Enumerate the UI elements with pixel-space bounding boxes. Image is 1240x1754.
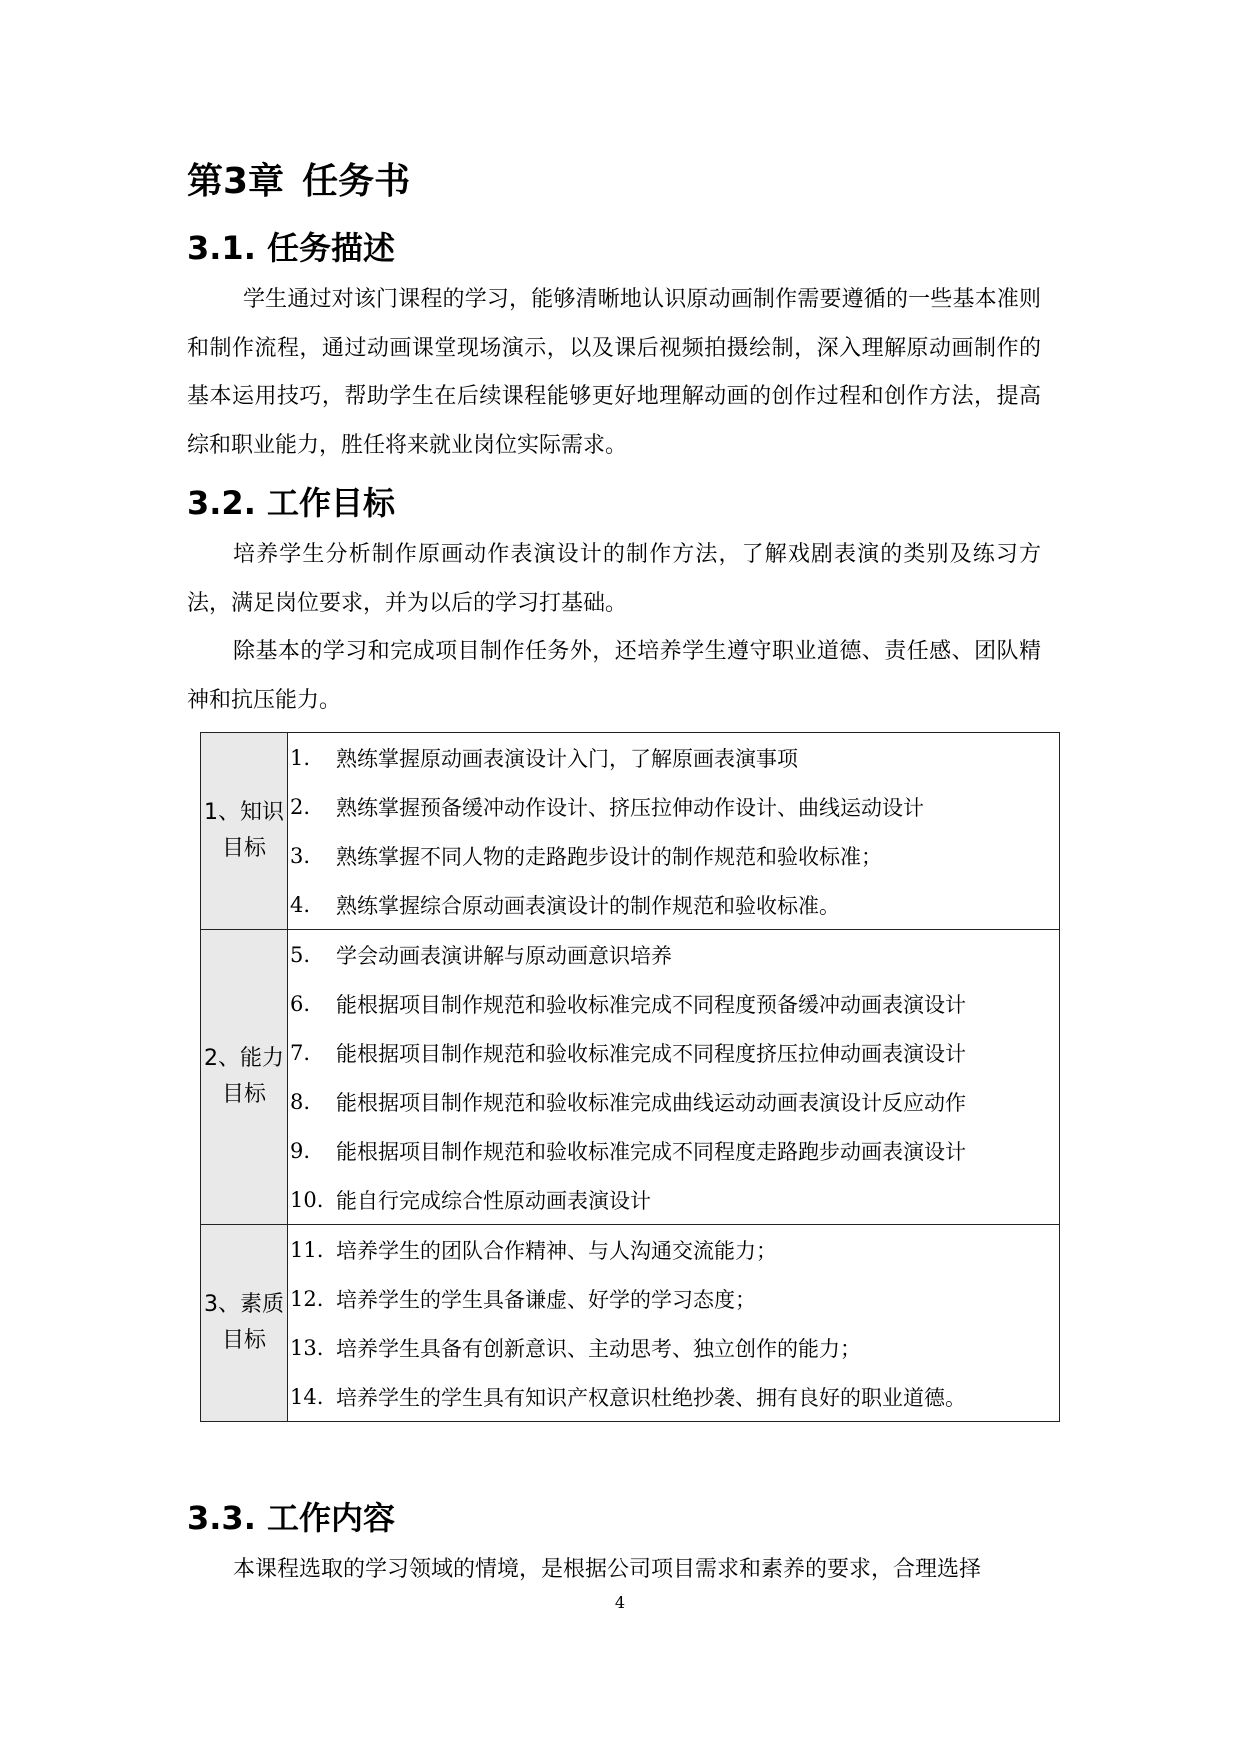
goals-row-knowledge <box>201 733 1060 930</box>
goal-item-text: 能自行完成综合性原动画表演设计 <box>336 1188 651 1213</box>
paragraph-goals-2: 除基本的学习和完成项目制作任务外，还培养学生遵守职业道德、责任感、团队精神和抗压能力。 <box>187 639 1041 713</box>
goal-item-text: 熟练掌握不同人物的走路跑步设计的制作规范和验收标准； <box>336 844 882 869</box>
goal-item <box>288 979 1059 1028</box>
goal-item <box>288 831 1059 880</box>
goal-item-text: 培养学生的学生具备谦虚、好学的学习态度； <box>336 1287 756 1312</box>
goals-row-ability <box>201 930 1060 1225</box>
paragraph-task-description: 学生通过对该门课程的学习，能够清晰地认识原动画制作需要遵循的一些基本准则和制作流程，通过动画课堂现场演示，以及课后视频拍摄绘制，深入理解原动画制作的基本运用技巧，帮助学生在后续课程能够更好地理解动画的创作过程和创作方法，提高综和职业能力，胜任将来就业岗位实际需求。 <box>187 287 1041 458</box>
goal-item-text: 培养学生具备有创新意识、主动思考、独立创作的能力； <box>336 1336 861 1361</box>
goal-item-number: 13. <box>290 1335 324 1360</box>
goal-item <box>288 1028 1059 1077</box>
goal-item-text: 能根据项目制作规范和验收标准完成不同程度走路跑步动画表演设计 <box>336 1139 966 1164</box>
goal-item-number: 3. <box>290 843 311 868</box>
chapter-title <box>187 158 410 206</box>
goal-category-ability: 2、能力目标 <box>201 930 288 1225</box>
goal-items-ability <box>288 930 1060 1225</box>
goal-item <box>288 1274 1059 1323</box>
goal-item <box>288 1323 1059 1372</box>
goal-item <box>288 880 1059 929</box>
goal-item <box>288 1225 1059 1274</box>
goal-item-number: 8. <box>290 1089 311 1114</box>
goal-item-number: 4. <box>290 892 311 917</box>
paragraph-goals-1: 培养学生分析制作原画动作表演设计的制作方法，了解戏剧表演的类别及练习方法，满足岗位要求，并为以后的学习打基础。 <box>187 542 1041 616</box>
goal-item-text: 能根据项目制作规范和验收标准完成不同程度预备缓冲动画表演设计 <box>336 992 966 1017</box>
goal-item-number: 14. <box>290 1384 324 1409</box>
goal-item-number: 11. <box>290 1237 324 1262</box>
goal-item-text: 熟练掌握综合原动画表演设计的制作规范和验收标准。 <box>336 893 840 918</box>
goal-item-number: 5. <box>290 942 311 967</box>
goal-items-knowledge <box>288 733 1060 930</box>
goal-item-text: 能根据项目制作规范和验收标准完成不同程度挤压拉伸动画表演设计 <box>336 1041 966 1066</box>
goal-items-quality <box>288 1225 1060 1422</box>
goal-item-number: 9. <box>290 1138 311 1163</box>
goal-item <box>288 1175 1059 1224</box>
goal-item <box>288 733 1059 782</box>
goal-item-text: 学会动画表演讲解与原动画意识培养 <box>336 943 672 968</box>
goal-item-text: 熟练掌握原动画表演设计入门，了解原画表演事项 <box>336 746 798 771</box>
goal-item-number: 10. <box>290 1187 324 1212</box>
goal-item <box>288 1372 1059 1421</box>
goal-item-number: 6. <box>290 991 311 1016</box>
goal-item-text: 培养学生的学生具有知识产权意识杜绝抄袭、拥有良好的职业道德。 <box>336 1385 966 1410</box>
goal-item <box>288 1077 1059 1126</box>
goal-item <box>288 930 1059 979</box>
goal-item-number: 12. <box>290 1286 324 1311</box>
page-number: 4 <box>614 1593 626 1612</box>
chapter-name: 任务书 <box>302 161 411 202</box>
section-heading-work-goals: 3.2. 工作目标 <box>187 484 395 522</box>
goal-item-text: 培养学生的团队合作精神、与人沟通交流能力； <box>336 1238 777 1263</box>
goal-item-text: 能根据项目制作规范和验收标准完成曲线运动动画表演设计反应动作 <box>336 1090 966 1115</box>
goal-category-quality: 3、素质目标 <box>201 1225 288 1422</box>
goal-item-number: 7. <box>290 1040 311 1065</box>
goal-item-number: 1. <box>290 745 311 770</box>
goal-item-number: 2. <box>290 794 311 819</box>
goal-item-text: 熟练掌握预备缓冲动作设计、挤压拉伸动作设计、曲线运动设计 <box>336 795 924 820</box>
chapter-number: 第3章 <box>187 161 285 202</box>
section-heading-work-content: 3.3. 工作内容 <box>187 1499 395 1537</box>
goal-category-knowledge: 1、知识目标 <box>201 733 288 930</box>
goal-item <box>288 782 1059 831</box>
goals-row-quality <box>201 1225 1060 1422</box>
section-heading-task-description: 3.1. 任务描述 <box>187 229 395 267</box>
goals-table <box>200 732 1060 1422</box>
goal-item <box>288 1126 1059 1175</box>
paragraph-work-content: 本课程选取的学习领域的情境，是根据公司项目需求和素养的要求，合理选择 <box>233 1557 982 1582</box>
